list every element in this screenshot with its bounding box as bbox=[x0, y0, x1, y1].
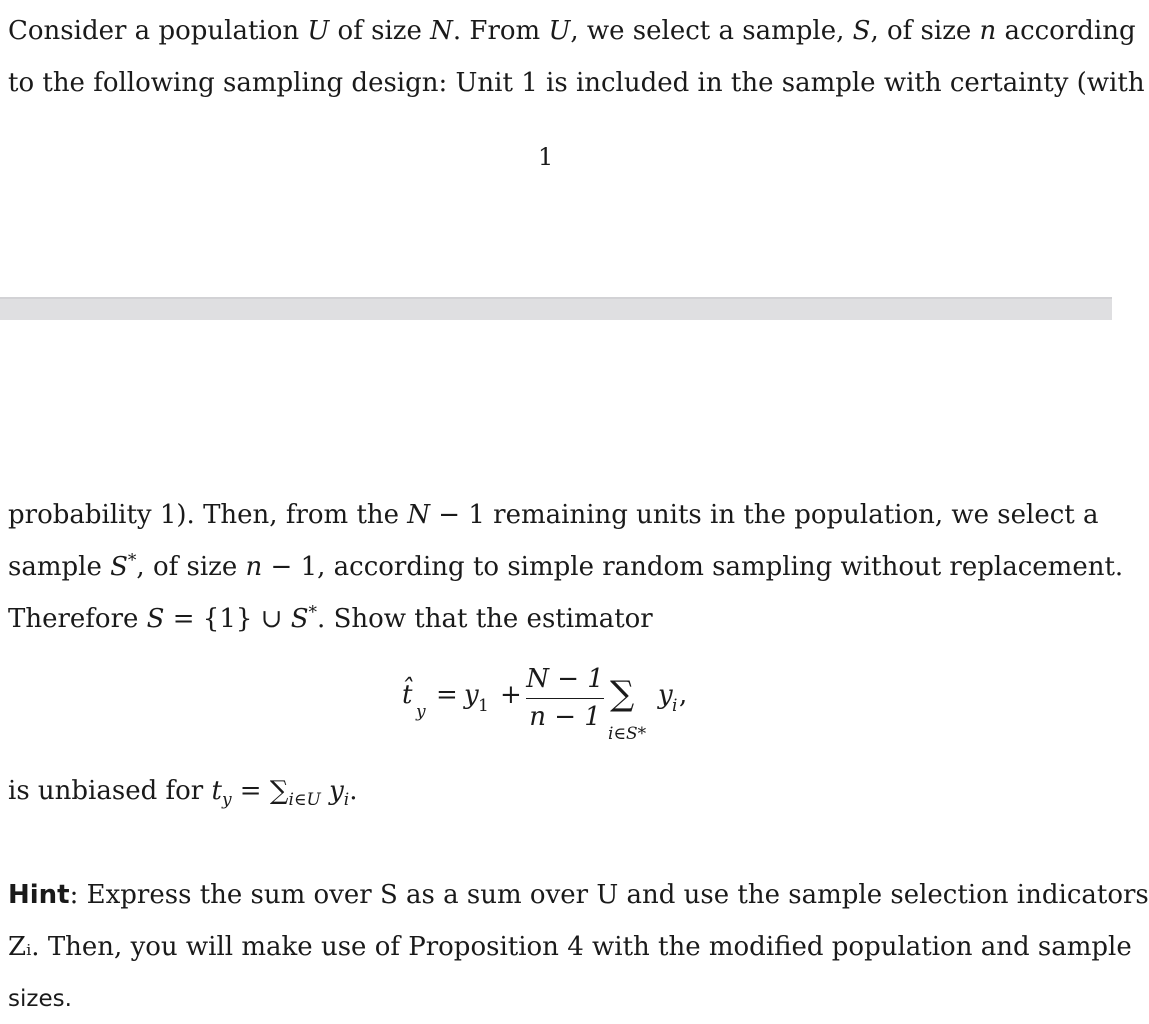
formula-yi: y bbox=[658, 680, 673, 710]
text-span: probability 1). Then, from the bbox=[8, 500, 408, 530]
summation-sign-inline: ∑ bbox=[269, 776, 289, 806]
math-var: S bbox=[146, 604, 165, 634]
math-subscript: i∈U bbox=[288, 790, 321, 811]
text-span: , of size bbox=[870, 16, 980, 46]
formula-y1: y bbox=[464, 680, 479, 710]
math-subscript: y bbox=[221, 790, 232, 811]
text-span: Therefore bbox=[8, 604, 147, 634]
paragraph-2-line-3 bbox=[8, 604, 1088, 634]
text-span: . bbox=[349, 776, 358, 806]
text-span: , we select a sample, bbox=[570, 16, 853, 46]
math-var: N bbox=[407, 500, 431, 530]
text-span: according bbox=[996, 16, 1136, 46]
math-superscript: * bbox=[308, 602, 318, 623]
math-var: U bbox=[307, 16, 330, 46]
text-span: = {1} ∪ bbox=[164, 604, 291, 634]
formula-yi-subscript: i bbox=[672, 696, 678, 716]
formula-equals: = bbox=[436, 680, 458, 710]
text-span: − 1, according to simple random sampling without replacement. bbox=[262, 552, 1124, 582]
math-var: y bbox=[329, 776, 344, 806]
hint-line-3: sizes. bbox=[8, 986, 72, 1012]
formula-t-hat: t̂ bbox=[402, 680, 413, 710]
paragraph-1-line-1 bbox=[8, 16, 1136, 46]
math-superscript: * bbox=[127, 550, 137, 571]
text-span: . Show that the estimator bbox=[317, 604, 653, 634]
text-span: . From bbox=[452, 16, 549, 46]
paragraph-1-line-2: to the following sampling design: Unit 1 is included in the sample with certainty (with bbox=[8, 68, 1145, 98]
formula-comma: , bbox=[679, 680, 688, 710]
page-number: 1 bbox=[538, 143, 554, 171]
hint-line-1 bbox=[8, 880, 1149, 910]
paragraph-2-line-2 bbox=[8, 550, 1124, 582]
hint-line-2: Zᵢ. Then, you will make use of Proposition 4 with the modified population and sample bbox=[8, 932, 1132, 962]
math-var: U bbox=[548, 16, 571, 46]
formula-plus: + bbox=[500, 680, 522, 710]
math-var: t bbox=[211, 776, 222, 806]
formula-y1-subscript: 1 bbox=[478, 696, 489, 716]
math-operator: = bbox=[231, 776, 270, 806]
math-var: S bbox=[110, 552, 128, 582]
math-subscript: i bbox=[343, 790, 350, 811]
fraction-denominator: n − 1 bbox=[529, 702, 601, 732]
text-span: Consider a population bbox=[8, 16, 308, 46]
summation-index: i∈S* bbox=[608, 724, 647, 744]
text-span: , of size bbox=[136, 552, 246, 582]
page-break-divider bbox=[0, 297, 1112, 320]
text-span: of size bbox=[329, 16, 431, 46]
text-span: − 1 remaining units in the population, we select a bbox=[430, 500, 1099, 530]
hint-label: Hint bbox=[8, 880, 70, 910]
unbiased-line bbox=[8, 776, 1088, 811]
text-span: : Express the sum over S as a sum over U and use the sample selection indicators bbox=[69, 880, 1149, 910]
fraction-bar bbox=[526, 698, 604, 699]
math-var: N bbox=[430, 16, 453, 46]
formula-t-subscript: y bbox=[416, 702, 426, 722]
paragraph-2-line-1 bbox=[8, 500, 1099, 530]
fraction-numerator: N − 1 bbox=[526, 664, 604, 694]
math-var: S bbox=[290, 604, 309, 634]
summation-sign: ∑ bbox=[610, 674, 635, 714]
text-span: sample bbox=[8, 552, 111, 582]
text-span: is unbiased for bbox=[8, 776, 212, 806]
math-var: S bbox=[852, 16, 871, 46]
math-var: n bbox=[979, 16, 997, 46]
math-var: n bbox=[245, 552, 263, 582]
